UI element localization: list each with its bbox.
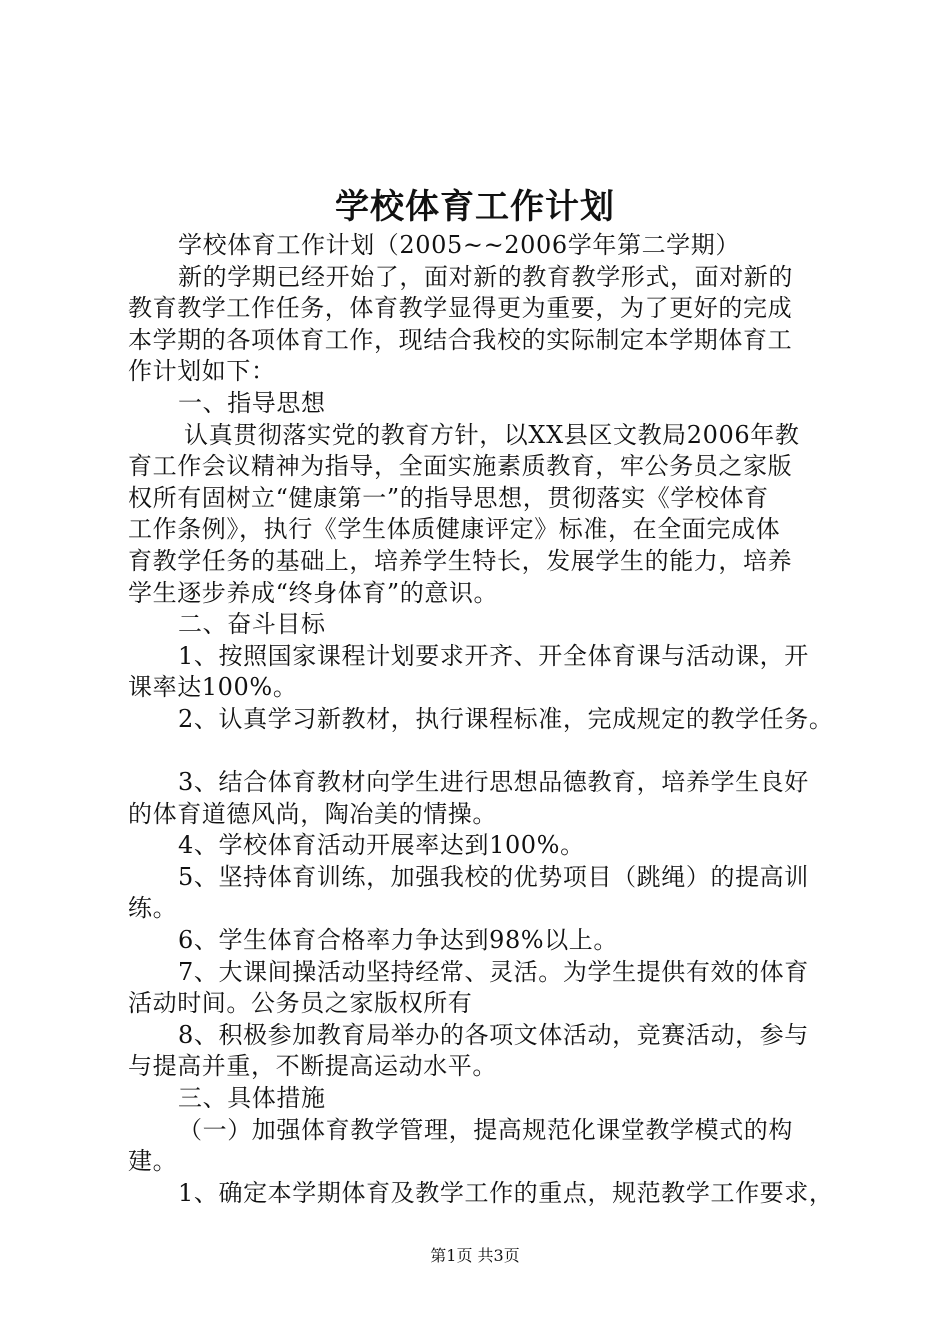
text-line: 育教学任务的基础上，培养学生特长，发展学生的能力，培养 (128, 546, 793, 575)
text-line: 认真贯彻落实党的教育方针，以XX县区文教局2006年教 (184, 420, 800, 449)
section-heading: 一、指导思想 (178, 388, 326, 417)
text-line: 的体育道德风尚，陶冶美的情操。 (128, 799, 497, 828)
text-line: 与提高并重，不断提高运动水平。 (128, 1052, 497, 1081)
list-item: 3、结合体育教材向学生进行思想品德教育，培养学生良好 (178, 768, 809, 797)
list-item: 6、学生体育合格率力争达到98%以上。 (178, 926, 619, 955)
document-body (128, 230, 838, 1209)
text-line: 育工作会议精神为指导，全面实施素质教育，牢公务员之家版 (128, 452, 793, 481)
list-item: 4、学校体育活动开展率达到100%。 (178, 831, 585, 860)
text-line: 权所有固树立“健康第一”的指导思想，贯彻落实《学校体育 (128, 483, 769, 512)
list-item: 5、坚持体育训练，加强我校的优势项目（跳绳）的提高训 (178, 862, 809, 891)
text-line: 课率达100%。 (128, 673, 298, 702)
section-heading: 三、具体措施 (178, 1084, 326, 1113)
text-line: 新的学期已经开始了，面对新的教育教学形式，面对新的 (178, 262, 793, 291)
text-line: 工作条例》，执行《学生体质健康评定》标准，在全面完成体 (128, 515, 781, 544)
text-line: 建。 (128, 1147, 178, 1176)
text-line: 学校体育工作计划（2005~~2006学年第二学期） (178, 231, 740, 259)
list-item: 1、按照国家课程计划要求开齐、开全体育课与活动课，开 (178, 641, 809, 670)
text-line: 活动时间。公务员之家版权所有 (128, 989, 473, 1018)
text-line: 本学期的各项体育工作，现结合我校的实际制定本学期体育工 (128, 325, 793, 354)
text-line: 练。 (128, 894, 178, 923)
list-item: 1、确定本学期体育及教学工作的重点，规范教学工作要求， (178, 1178, 834, 1207)
subsection-heading: （一）加强体育教学管理，提高规范化课堂教学模式的构 (178, 1115, 793, 1144)
section-heading: 二、奋斗目标 (178, 610, 326, 639)
document-title: 学校体育工作计划 (335, 187, 615, 227)
text-line: 学生逐步养成“终身体育”的意识。 (128, 578, 499, 607)
list-item: 2、认真学习新教材，执行课程标准，完成规定的教学任务。 (178, 704, 834, 733)
list-item: 7、大课间操活动坚持经常、灵活。为学生提供有效的体育 (178, 957, 809, 986)
text-line: 教育教学工作任务，体育教学显得更为重要，为了更好的完成 (128, 294, 793, 323)
list-item: 8、积极参加教育局举办的各项文体活动，竞赛活动，参与 (178, 1020, 809, 1049)
page-footer: 第1页 共3页 (430, 1246, 520, 1265)
text-line: 作计划如下： (128, 357, 276, 386)
blank-line (128, 736, 838, 768)
